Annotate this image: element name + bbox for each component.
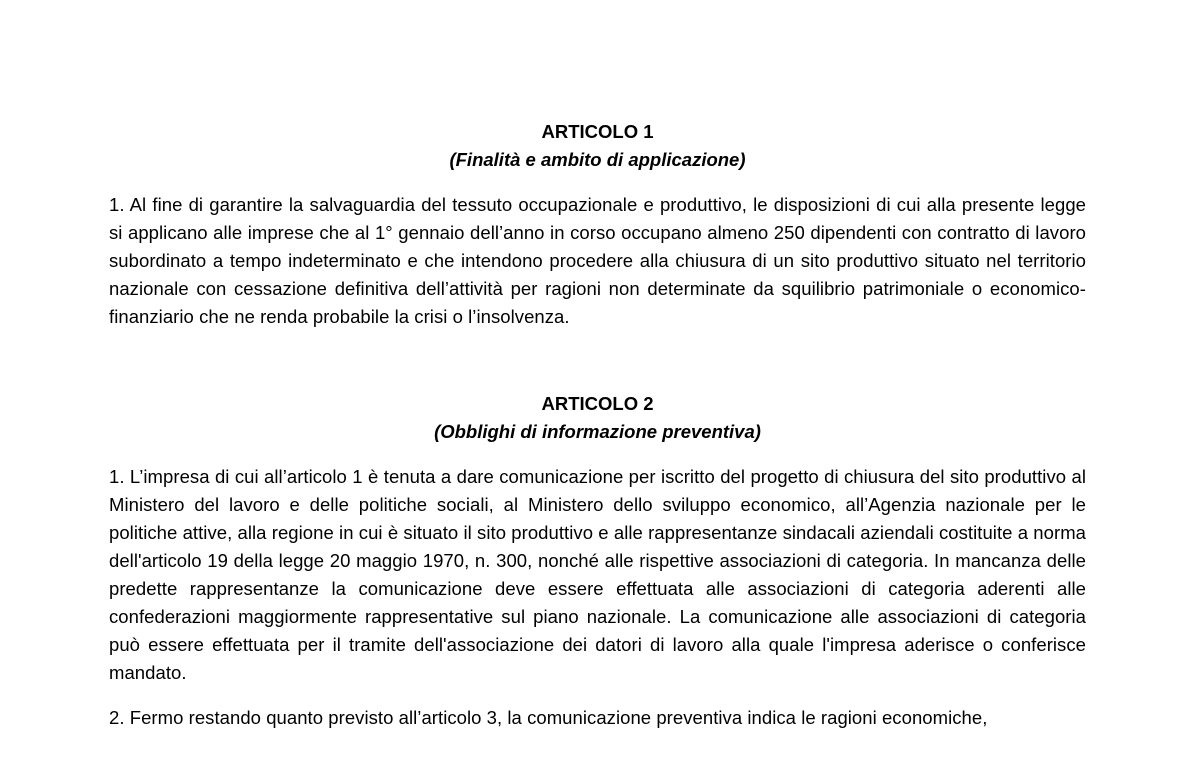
- article-subtitle: (Finalità e ambito di applicazione): [449, 149, 746, 170]
- article-subtitle: (Obblighi di informazione preventiva): [434, 421, 761, 442]
- article-paragraph: 2. Fermo restando quanto previsto all’articolo 3, la comunicazione preventiva indica le ragioni economiche,: [109, 707, 988, 728]
- article-heading: ARTICOLO 2: [541, 393, 654, 414]
- document-page: [109, 118, 1086, 732]
- article-1: [109, 118, 1086, 331]
- article-heading: ARTICOLO 1: [541, 121, 654, 142]
- article-2: [109, 390, 1086, 732]
- article-paragraph: 1. Al fine di garantire la salvaguardia del tessuto occupazionale e produttivo, le disposizioni di cui alla presente legge si applicano alle imprese che al 1° gennaio dell’anno in corso occupano almeno 250 dipendenti con contratto di lavoro subordinato a tempo indeterminato e che intendono procedere alla chiusura di un sito produttivo situato nel territorio nazionale con cessazione definitiva dell’attività per ragioni non determinate da squilibrio patrimoniale o economico-finanziario che ne renda probabile la crisi o l’insolvenza.: [109, 194, 1086, 327]
- article-paragraph: 1. L’impresa di cui all’articolo 1 è tenuta a dare comunicazione per iscritto del progetto di chiusura del sito produttivo al Ministero del lavoro e delle politiche sociali, al Ministero dello sviluppo economico, all’Agenzia nazionale per le politiche attive, alla regione in cui è situato il sito produttivo e alle rappresentanze sindacali aziendali costituite a norma dell'articolo 19 della legge 20 maggio 1970, n. 300, nonché alle rispettive associazioni di categoria. In mancanza delle predette rappresentanze la comunicazione deve essere effettuata alle associazioni di categoria aderenti alle confederazioni maggiormente rappresentative sul piano nazionale. La comunicazione alle associazioni di categoria può essere effettuata per il tramite dell'associazione dei datori di lavoro alla quale l'impresa aderisce o conferisce mandato.: [109, 466, 1086, 683]
